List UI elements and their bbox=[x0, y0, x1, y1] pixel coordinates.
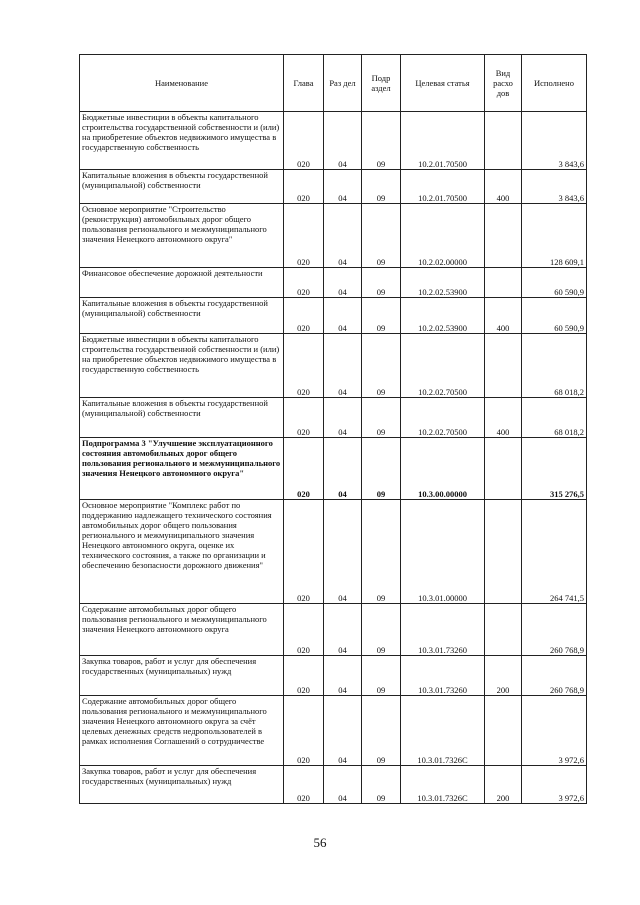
row-name: Содержание автомобильных дорог общего пользования регионального и межмуниципального значения Ненецкого автономного округа bbox=[80, 604, 284, 656]
row-amount: 315 276,5 bbox=[522, 438, 587, 500]
table-row bbox=[80, 604, 587, 656]
row-subsection: 09 bbox=[362, 204, 401, 268]
row-name: Закупка товаров, работ и услуг для обеспечения государственных (муниципальных) нужд bbox=[80, 766, 284, 804]
row-amount: 68 018,2 bbox=[522, 334, 587, 398]
table-row bbox=[80, 500, 587, 604]
header-target-article: Целевая статья bbox=[401, 55, 485, 112]
row-chapter: 020 bbox=[284, 696, 324, 766]
table-row bbox=[80, 696, 587, 766]
table-row bbox=[80, 334, 587, 398]
row-chapter: 020 bbox=[284, 268, 324, 298]
row-section: 04 bbox=[324, 268, 362, 298]
header-row bbox=[80, 55, 587, 112]
row-name: Бюджетные инвестиции в объекты капитального строительства государственной собственности и (или) на приобретение объектов недвижимого имущества в государственную собственность bbox=[80, 334, 284, 398]
header-chapter: Глава bbox=[284, 55, 324, 112]
row-article: 10.3.01.7326С bbox=[401, 766, 485, 804]
row-chapter: 020 bbox=[284, 656, 324, 696]
row-amount: 3 972,6 bbox=[522, 766, 587, 804]
row-amount: 60 590,9 bbox=[522, 298, 587, 334]
row-amount: 128 609,1 bbox=[522, 204, 587, 268]
row-amount: 3 843,6 bbox=[522, 112, 587, 170]
table-row bbox=[80, 656, 587, 696]
row-section: 04 bbox=[324, 438, 362, 500]
row-name: Финансовое обеспечение дорожной деятельности bbox=[80, 268, 284, 298]
row-subsection: 09 bbox=[362, 656, 401, 696]
row-subsection: 09 bbox=[362, 298, 401, 334]
row-type: 400 bbox=[485, 298, 522, 334]
row-amount: 260 768,9 bbox=[522, 604, 587, 656]
row-section: 04 bbox=[324, 298, 362, 334]
row-name: Капитальные вложения в объекты государственной (муниципальной) собственности bbox=[80, 298, 284, 334]
row-chapter: 020 bbox=[284, 170, 324, 204]
row-type bbox=[485, 112, 522, 170]
row-article: 10.3.00.00000 bbox=[401, 438, 485, 500]
row-section: 04 bbox=[324, 204, 362, 268]
row-chapter: 020 bbox=[284, 112, 324, 170]
row-article: 10.2.01.70500 bbox=[401, 170, 485, 204]
row-name: Основное мероприятие "Строительство (реконструкция) автомобильных дорог общего пользования регионального и межмуниципального значения Ненецкого автономного округа" bbox=[80, 204, 284, 268]
row-name: Бюджетные инвестиции в объекты капитального строительства государственной собственности и (или) на приобретение объектов недвижимого имущества в государственную собственность bbox=[80, 112, 284, 170]
row-article: 10.2.02.53900 bbox=[401, 268, 485, 298]
row-article: 10.2.01.70500 bbox=[401, 112, 485, 170]
row-name: Подпрограмма 3 "Улучшение эксплуатационного состояния автомобильных дорог общего пользования регионального и межмуниципального значения Ненецкого автономного округа" bbox=[80, 438, 284, 500]
row-article: 10.3.01.7326С bbox=[401, 696, 485, 766]
row-chapter: 020 bbox=[284, 398, 324, 438]
row-subsection: 09 bbox=[362, 696, 401, 766]
header-executed: Исполнено bbox=[522, 55, 587, 112]
table-row bbox=[80, 298, 587, 334]
table-header bbox=[80, 55, 587, 112]
table-row bbox=[80, 204, 587, 268]
row-type: 400 bbox=[485, 398, 522, 438]
table-row bbox=[80, 268, 587, 298]
row-type: 200 bbox=[485, 766, 522, 804]
row-amount: 68 018,2 bbox=[522, 398, 587, 438]
row-subsection: 09 bbox=[362, 170, 401, 204]
row-amount: 3 972,6 bbox=[522, 696, 587, 766]
row-section: 04 bbox=[324, 766, 362, 804]
row-subsection: 09 bbox=[362, 334, 401, 398]
row-type bbox=[485, 204, 522, 268]
row-section: 04 bbox=[324, 696, 362, 766]
header-section: Раз дел bbox=[324, 55, 362, 112]
row-type bbox=[485, 334, 522, 398]
row-article: 10.2.02.70500 bbox=[401, 334, 485, 398]
row-article: 10.3.01.73260 bbox=[401, 604, 485, 656]
row-article: 10.2.02.53900 bbox=[401, 298, 485, 334]
row-type bbox=[485, 268, 522, 298]
row-chapter: 020 bbox=[284, 604, 324, 656]
row-section: 04 bbox=[324, 112, 362, 170]
row-subsection: 09 bbox=[362, 268, 401, 298]
row-chapter: 020 bbox=[284, 500, 324, 604]
row-chapter: 020 bbox=[284, 204, 324, 268]
row-amount: 3 843,6 bbox=[522, 170, 587, 204]
header-name: Наименование bbox=[80, 55, 284, 112]
row-section: 04 bbox=[324, 656, 362, 696]
row-subsection: 09 bbox=[362, 398, 401, 438]
row-type: 200 bbox=[485, 656, 522, 696]
row-amount: 260 768,9 bbox=[522, 656, 587, 696]
row-section: 04 bbox=[324, 500, 362, 604]
row-name: Капитальные вложения в объекты государственной (муниципальной) собственности bbox=[80, 170, 284, 204]
row-chapter: 020 bbox=[284, 766, 324, 804]
table-row bbox=[80, 170, 587, 204]
row-name: Содержание автомобильных дорог общего пользования регионального и межмуниципального значения Ненецкого автономного округа за счёт целевых денежных средств недропользователей в рамках исполнения Соглашений о сотрудничестве bbox=[80, 696, 284, 766]
row-name: Основное мероприятие "Комплекс работ по поддержанию надлежащего технического состояния автомобильных дорог общего пользования регионального и межмуниципального значения Ненецкого автономного округа, оценке их технического состояния, а также по организации и обеспечению безопасности дорожного движения" bbox=[80, 500, 284, 604]
row-section: 04 bbox=[324, 398, 362, 438]
header-expense-type: Вид расхо дов bbox=[485, 55, 522, 112]
row-subsection: 09 bbox=[362, 766, 401, 804]
row-type bbox=[485, 696, 522, 766]
row-chapter: 020 bbox=[284, 334, 324, 398]
row-subsection: 09 bbox=[362, 438, 401, 500]
row-type bbox=[485, 500, 522, 604]
row-section: 04 bbox=[324, 334, 362, 398]
table-row bbox=[80, 398, 587, 438]
row-subsection: 09 bbox=[362, 500, 401, 604]
row-amount: 264 741,5 bbox=[522, 500, 587, 604]
row-section: 04 bbox=[324, 604, 362, 656]
row-article: 10.2.02.00000 bbox=[401, 204, 485, 268]
page-number: 56 bbox=[313, 835, 327, 850]
row-subsection: 09 bbox=[362, 112, 401, 170]
row-name: Закупка товаров, работ и услуг для обеспечения государственных (муниципальных) нужд bbox=[80, 656, 284, 696]
row-amount: 60 590,9 bbox=[522, 268, 587, 298]
row-chapter: 020 bbox=[284, 438, 324, 500]
table-row bbox=[80, 438, 587, 500]
header-subsection: Подр аздел bbox=[362, 55, 401, 112]
row-type bbox=[485, 438, 522, 500]
budget-table bbox=[79, 54, 587, 804]
table-row bbox=[80, 112, 587, 170]
row-article: 10.3.01.00000 bbox=[401, 500, 485, 604]
row-section: 04 bbox=[324, 170, 362, 204]
row-name: Капитальные вложения в объекты государственной (муниципальной) собственности bbox=[80, 398, 284, 438]
row-chapter: 020 bbox=[284, 298, 324, 334]
row-subsection: 09 bbox=[362, 604, 401, 656]
table-row bbox=[80, 766, 587, 804]
row-article: 10.3.01.73260 bbox=[401, 656, 485, 696]
row-article: 10.2.02.70500 bbox=[401, 398, 485, 438]
row-type bbox=[485, 604, 522, 656]
row-type: 400 bbox=[485, 170, 522, 204]
